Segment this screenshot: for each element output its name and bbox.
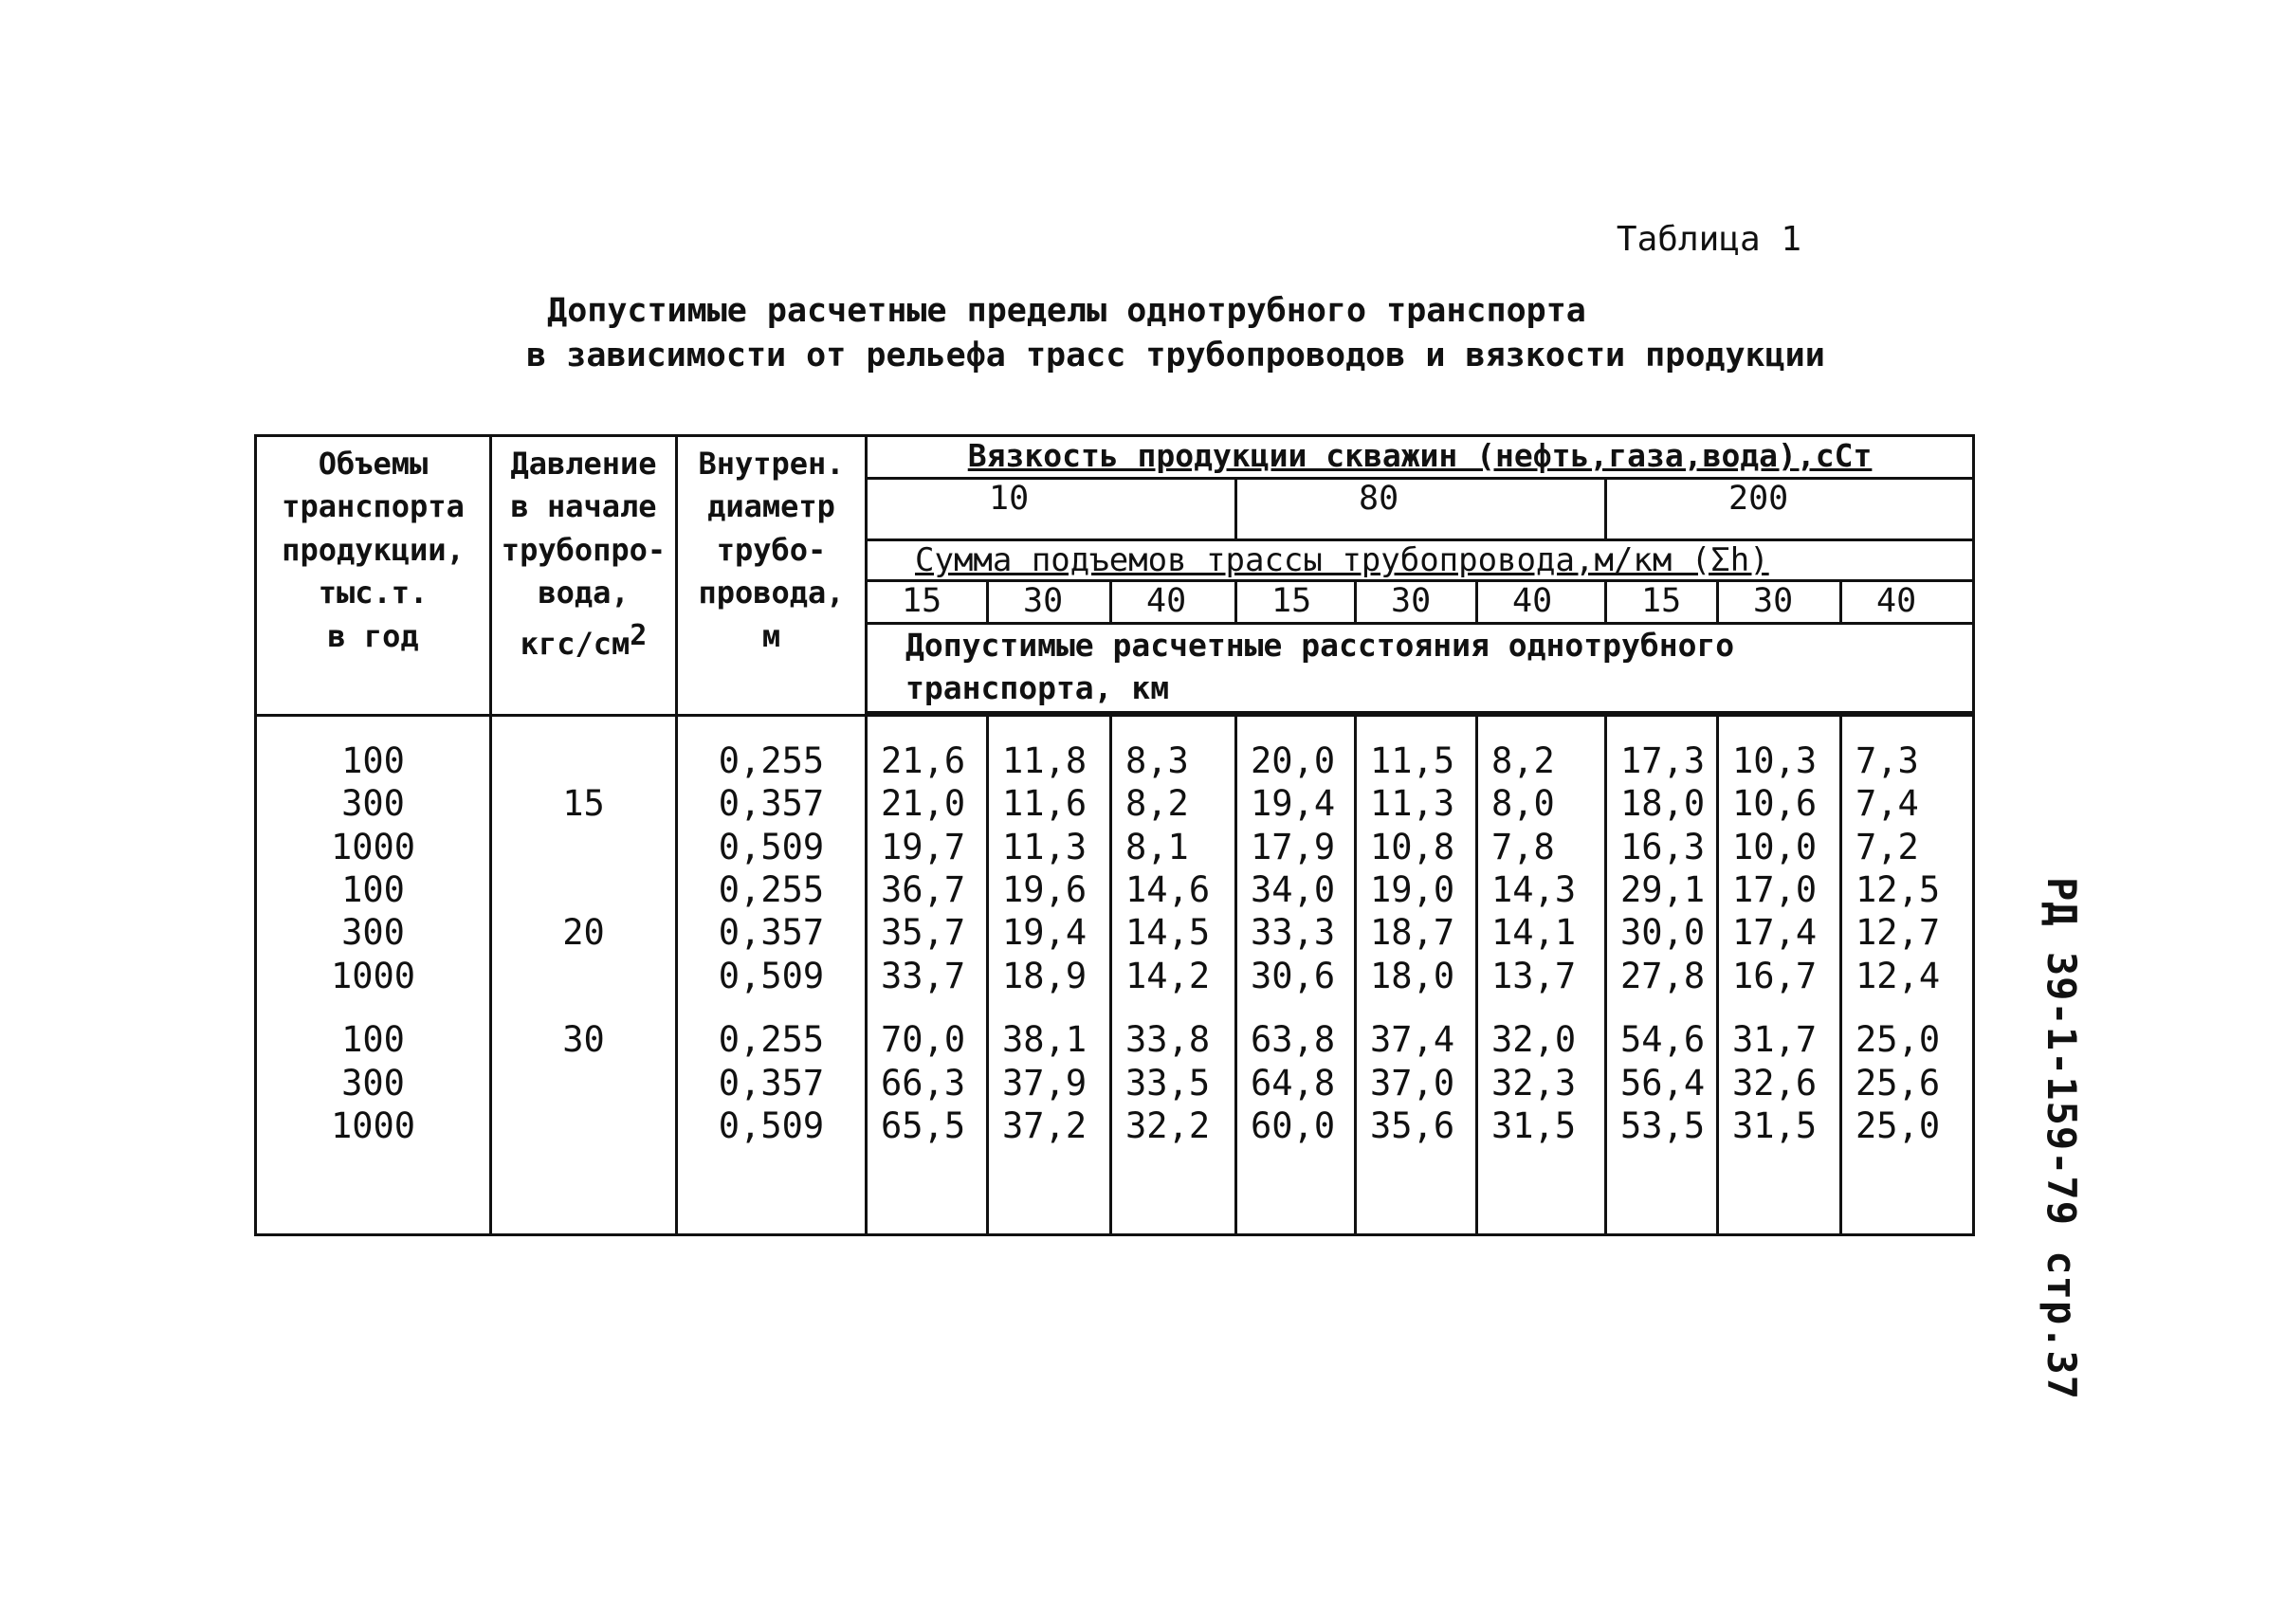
- distance-cell: 11,3: [1002, 826, 1088, 867]
- distance-cell: 20,0: [1251, 739, 1336, 781]
- volume-cell: 100: [341, 739, 405, 781]
- distance-cell: 66,3: [881, 1062, 966, 1104]
- distance-cell: 13,7: [1491, 955, 1577, 996]
- distance-cell: 19,7: [881, 826, 966, 867]
- distance-cell: 33,5: [1125, 1062, 1211, 1104]
- distance-cell: 70,0: [881, 1019, 966, 1061]
- diameter-column: [677, 715, 867, 1234]
- diameter-head-line: провода,: [698, 575, 845, 611]
- pressure-unit: кгс/см: [520, 625, 631, 662]
- table-caption-line-2: в зависимости от рельефа трасс трубопроводов и вязкости продукции: [526, 337, 1825, 374]
- diameter-head-line: трубо-: [716, 531, 827, 568]
- distance-cell: 25,0: [1855, 1104, 1941, 1146]
- spacer: [257, 717, 489, 739]
- diameter-cell: 0,255: [718, 1019, 825, 1061]
- pressure-cell: 30: [562, 1019, 605, 1061]
- distance-cell: 31,5: [1491, 1104, 1577, 1146]
- distance-cell: 10,8: [1370, 826, 1455, 867]
- distance-cell: 21,0: [881, 783, 966, 825]
- distance-cell: 35,7: [881, 912, 966, 954]
- distance-cell: 10,6: [1732, 783, 1818, 825]
- diameter-cell: 0,357: [718, 912, 825, 954]
- volume-cell: 1000: [330, 1104, 416, 1146]
- distance-cell: 37,2: [1002, 1104, 1088, 1146]
- distance-cell: 7,8: [1491, 826, 1555, 867]
- distance-cell: 18,7: [1370, 912, 1455, 954]
- distance-cell: 32,2: [1125, 1104, 1211, 1146]
- spacer: [1002, 717, 1109, 739]
- spacer: [1732, 717, 1839, 739]
- distance-cell: 12,4: [1855, 955, 1941, 996]
- distance-cell: 19,4: [1002, 912, 1088, 954]
- volume-cell: 300: [341, 1062, 405, 1104]
- diameter-cell: 0,255: [718, 739, 825, 781]
- rise-value: 15: [1236, 581, 1356, 624]
- distance-column: [1236, 715, 1356, 1234]
- distance-cell: 27,8: [1620, 955, 1706, 996]
- distance-cell: 14,5: [1125, 912, 1211, 954]
- distance-cell: 60,0: [1251, 1104, 1336, 1146]
- distance-cell: 64,8: [1251, 1062, 1336, 1104]
- distance-cell: 56,4: [1620, 1062, 1706, 1104]
- distance-header-line-1: Допустимые расчетные расстояния однотрубного: [905, 627, 1735, 664]
- distance-column: [1718, 715, 1841, 1234]
- pressure-head-line: в начале: [510, 488, 657, 525]
- pressure-column: [491, 715, 677, 1234]
- distance-cell: 37,9: [1002, 1062, 1088, 1104]
- distance-cell: 8,2: [1491, 739, 1555, 781]
- pressure-head-line: Давление: [510, 446, 657, 482]
- diameter-head-line: м: [761, 617, 781, 654]
- rise-value: 40: [1111, 581, 1236, 624]
- distance-column: [1111, 715, 1236, 1234]
- distance-cell: 14,2: [1125, 955, 1211, 996]
- distance-cell: 25,0: [1855, 1019, 1941, 1061]
- distance-cell: 31,5: [1732, 1104, 1818, 1146]
- spacer: [1491, 717, 1604, 739]
- distance-cell: 37,0: [1370, 1062, 1455, 1104]
- distance-cell: 18,0: [1620, 783, 1706, 825]
- rise-value: 30: [988, 581, 1111, 624]
- distance-column: [1841, 715, 1974, 1234]
- volume-head-line: тыс.т.: [318, 575, 429, 611]
- distance-cell: 14,6: [1125, 868, 1211, 910]
- distance-cell: 7,2: [1855, 826, 1919, 867]
- table-caption-line-1: Допустимые расчетные пределы однотрубного транспорта: [547, 292, 1586, 330]
- distance-cell: 30,0: [1620, 912, 1706, 954]
- distance-cell: 33,8: [1125, 1019, 1211, 1061]
- distance-cell: 19,6: [1002, 868, 1088, 910]
- distance-cell: 10,3: [1732, 739, 1818, 781]
- spacer: [1002, 997, 1109, 1018]
- distance-cell: 17,0: [1732, 868, 1818, 910]
- distance-cell: 16,7: [1732, 955, 1818, 996]
- spacer: [1251, 717, 1354, 739]
- distance-cell: 8,0: [1491, 783, 1555, 825]
- document-reference: РД 39-1-159-79 стр.37: [2038, 877, 2085, 1401]
- table-label: Таблица 1: [1616, 220, 1801, 259]
- distance-cell: 53,5: [1620, 1104, 1706, 1146]
- pressure-cell: 15: [562, 783, 605, 825]
- spacer: [881, 717, 986, 739]
- rise-value: 15: [1606, 581, 1718, 624]
- volume-head-line: транспорта: [282, 488, 465, 525]
- distance-cell: 18,9: [1002, 955, 1088, 996]
- distance-column: [1606, 715, 1718, 1234]
- spacer: [1855, 997, 1972, 1018]
- spacer: [492, 997, 675, 1018]
- column-head-pressure: [491, 436, 677, 716]
- rise-value: 15: [867, 581, 988, 624]
- volume-cell: 300: [341, 912, 405, 954]
- spacer: [678, 717, 865, 739]
- diameter-head-line: Внутрен.: [698, 446, 845, 482]
- diameter-cell: 0,509: [718, 826, 825, 867]
- distance-cell: 32,6: [1732, 1062, 1818, 1104]
- spacer: [1125, 717, 1234, 739]
- pressure-head-line: трубопро-: [501, 531, 667, 568]
- rise-value: 40: [1477, 581, 1606, 624]
- column-head-volume: [256, 436, 491, 716]
- diameter-cell: 0,509: [718, 955, 825, 996]
- empty-cell: [492, 955, 675, 997]
- rise-header: Сумма подъемов трассы трубопровода,м/км (Σh): [867, 540, 1974, 581]
- distance-cell: 35,6: [1370, 1104, 1455, 1146]
- distance-cell: 38,1: [1002, 1019, 1088, 1061]
- volume-cell: 100: [341, 868, 405, 910]
- distance-cell: 32,0: [1491, 1019, 1577, 1061]
- distance-cell: 8,2: [1125, 783, 1189, 825]
- distance-cell: 36,7: [881, 868, 966, 910]
- distance-cell: 25,6: [1855, 1062, 1941, 1104]
- volume-head-line: Объемы: [318, 446, 429, 482]
- empty-cell: [492, 739, 675, 782]
- distance-cell: 7,3: [1855, 739, 1919, 781]
- spacer: [1855, 717, 1972, 739]
- distance-header: [867, 624, 1974, 713]
- distance-cell: 12,5: [1855, 868, 1941, 910]
- distance-cell: 16,3: [1620, 826, 1706, 867]
- volume-cell: 1000: [330, 955, 416, 996]
- volume-head-line: продукции,: [282, 531, 465, 568]
- distance-cell: 19,0: [1370, 868, 1455, 910]
- distance-cell: 10,0: [1732, 826, 1818, 867]
- distance-cell: 8,1: [1125, 826, 1189, 867]
- distance-column: [867, 715, 988, 1234]
- viscosity-header: Вязкость продукции скважин (нефть,газа,вода),сСт: [867, 436, 1974, 479]
- distance-cell: 21,6: [881, 739, 966, 781]
- volume-column: [256, 715, 491, 1234]
- distance-column: [1356, 715, 1477, 1234]
- distance-cell: 33,3: [1251, 912, 1336, 954]
- distance-cell: 8,3: [1125, 739, 1189, 781]
- distance-column: [1477, 715, 1606, 1234]
- distance-cell: 14,1: [1491, 912, 1577, 954]
- spacer: [1125, 997, 1234, 1018]
- pressure-cell: 20: [562, 912, 605, 954]
- distance-cell: 37,4: [1370, 1019, 1455, 1061]
- distance-cell: 29,1: [1620, 868, 1706, 910]
- spacer: [1620, 717, 1716, 739]
- viscosity-value-80: 80: [1236, 479, 1606, 540]
- distance-cell: 19,4: [1251, 783, 1336, 825]
- diameter-cell: 0,357: [718, 1062, 825, 1104]
- volume-head-line: в год: [327, 617, 419, 654]
- empty-cell: [492, 826, 675, 868]
- column-head-diameter: [677, 436, 867, 716]
- pressure-head-line: [492, 615, 675, 662]
- spacer: [1620, 997, 1716, 1018]
- spacer: [1370, 997, 1475, 1018]
- pressure-unit-exponent: 2: [630, 618, 648, 652]
- distance-cell: 33,7: [881, 955, 966, 996]
- distance-cell: 31,7: [1732, 1019, 1818, 1061]
- table-body-row: [256, 715, 1974, 1234]
- distance-cell: 17,3: [1620, 739, 1706, 781]
- distance-cell: 14,3: [1491, 868, 1577, 910]
- diameter-cell: 0,357: [718, 783, 825, 825]
- diameter-cell: 0,509: [718, 1104, 825, 1146]
- distance-cell: 12,7: [1855, 912, 1941, 954]
- spacer: [881, 997, 986, 1018]
- rise-value: 30: [1718, 581, 1841, 624]
- volume-cell: 100: [341, 1019, 405, 1061]
- distance-cell: 34,0: [1251, 868, 1336, 910]
- spacer: [257, 997, 489, 1018]
- rise-value: 30: [1356, 581, 1477, 624]
- volume-cell: 1000: [330, 826, 416, 867]
- distance-cell: 11,8: [1002, 739, 1088, 781]
- volume-cell: 300: [341, 783, 405, 825]
- rise-value: 40: [1841, 581, 1974, 624]
- distance-cell: 63,8: [1251, 1019, 1336, 1061]
- distance-cell: 17,9: [1251, 826, 1336, 867]
- distance-cell: 17,4: [1732, 912, 1818, 954]
- spacer: [1370, 717, 1475, 739]
- transport-limits-table: [254, 434, 1975, 1236]
- diameter-cell: 0,255: [718, 868, 825, 910]
- diameter-head-line: диаметр: [707, 488, 835, 525]
- distance-cell: 11,6: [1002, 783, 1088, 825]
- distance-cell: 18,0: [1370, 955, 1455, 996]
- distance-column: [988, 715, 1111, 1234]
- viscosity-value-200: 200: [1606, 479, 1974, 540]
- spacer: [1251, 997, 1354, 1018]
- distance-cell: 65,5: [881, 1104, 966, 1146]
- distance-cell: 11,3: [1370, 783, 1455, 825]
- distance-cell: 32,3: [1491, 1062, 1577, 1104]
- empty-cell: [492, 868, 675, 911]
- distance-cell: 11,5: [1370, 739, 1455, 781]
- distance-cell: 30,6: [1251, 955, 1336, 996]
- spacer: [1491, 997, 1604, 1018]
- spacer: [1732, 997, 1839, 1018]
- pressure-head-line: вода,: [538, 575, 630, 611]
- distance-header-line-2: транспорта, км: [905, 669, 1170, 707]
- distance-cell: 7,4: [1855, 783, 1919, 825]
- spacer: [678, 997, 865, 1018]
- spacer: [492, 717, 675, 739]
- distance-cell: 54,6: [1620, 1019, 1706, 1061]
- viscosity-value-10: 10: [867, 479, 1236, 540]
